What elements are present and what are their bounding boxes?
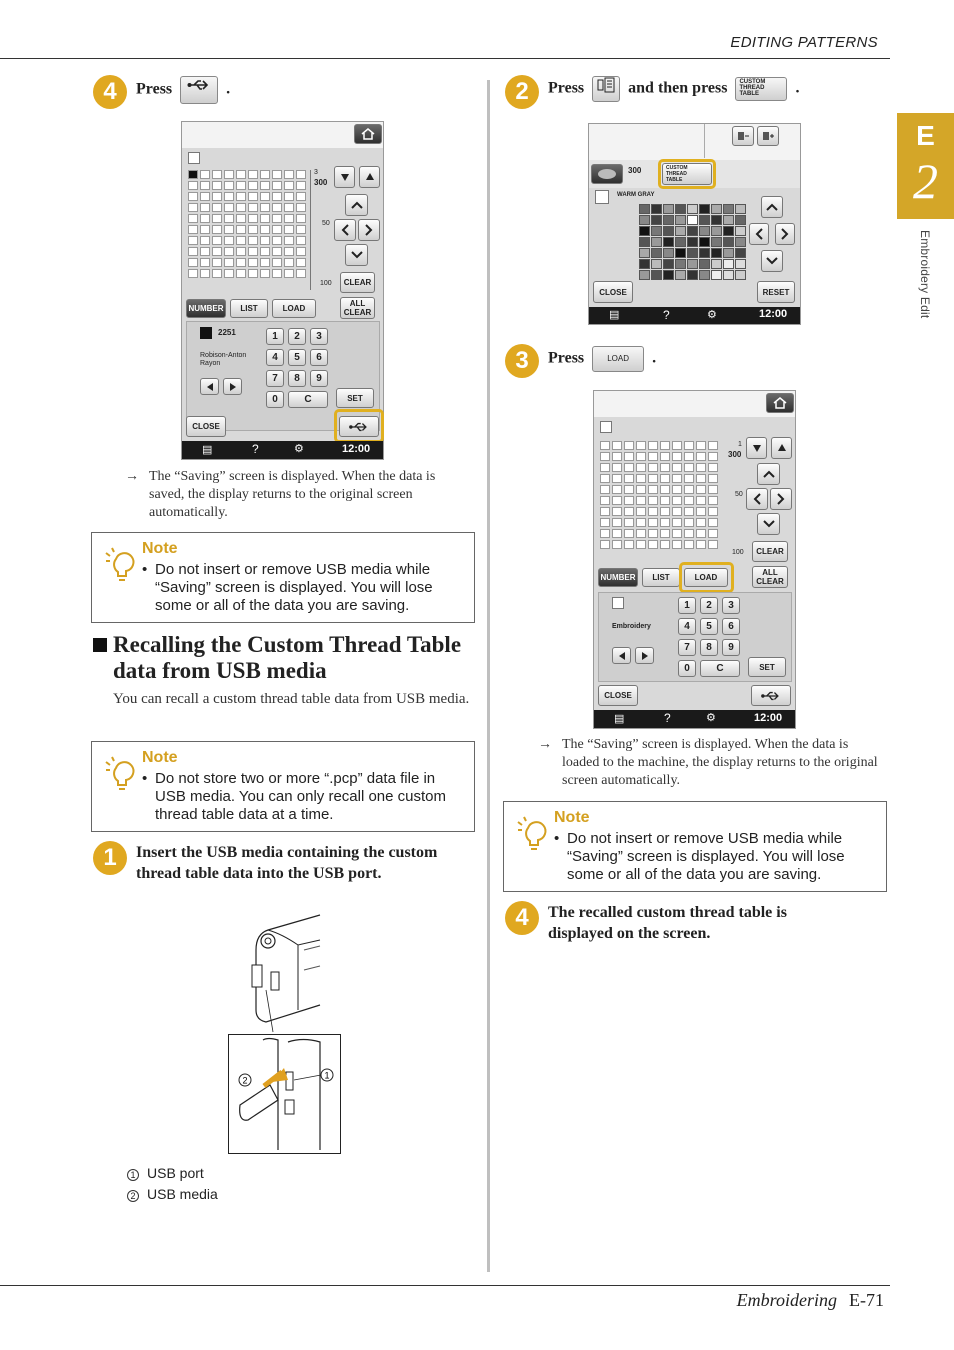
color-swatch — [188, 152, 200, 164]
ruler-top: 3 — [314, 169, 318, 176]
nav-down-button[interactable] — [761, 250, 783, 272]
nav-down-button[interactable] — [345, 244, 368, 266]
highlight-custom-thread-table — [658, 159, 716, 189]
step-prefix: Press — [136, 80, 173, 98]
saving-result-text: The “Saving” screen is displayed. When the data is saved, the display returns to the original screen automatically. — [149, 469, 436, 520]
note-title: Note — [142, 540, 178, 557]
zoom-in-icon — [762, 131, 774, 141]
bullet: • — [142, 561, 148, 578]
note-body — [142, 561, 467, 621]
note-title: Note — [554, 809, 590, 826]
note-usb-warning-2 — [503, 801, 887, 892]
thread-color-swatch — [200, 327, 212, 339]
key-3[interactable]: 3 — [310, 328, 328, 345]
triangle-right-icon — [229, 383, 237, 391]
nav-down-button[interactable] — [757, 513, 780, 535]
chevron-down-icon — [763, 520, 775, 528]
color-swatch — [595, 190, 609, 204]
help-icon: ? — [664, 711, 671, 725]
chevron-right-icon — [781, 228, 789, 240]
key-2[interactable]: 2 — [700, 597, 718, 614]
usb-button-glyph — [180, 76, 218, 104]
ruler-50: 50 — [322, 220, 330, 227]
thread-spool-button[interactable] — [591, 164, 623, 184]
custom-thread-table-button-glyph: CUSTOM THREAD TABLE — [735, 77, 787, 101]
arrow-down-icon — [752, 443, 762, 453]
highlight-usb-button — [334, 409, 384, 443]
ruler-300: 300 — [314, 178, 328, 187]
step-number: 1 — [93, 841, 127, 875]
zoom-in-button[interactable] — [757, 126, 779, 146]
zoom-out-button[interactable] — [732, 126, 754, 146]
key-1[interactable]: 1 — [266, 328, 284, 345]
saving-result-note — [125, 468, 470, 524]
step-suffix: . — [652, 349, 657, 367]
bottom-rule — [0, 1285, 890, 1286]
thread-grid[interactable] — [188, 170, 306, 278]
chevron-right-icon — [777, 493, 785, 505]
section-square-icon — [93, 638, 107, 652]
column-divider — [487, 80, 490, 1272]
legend-mark: 1 — [127, 1169, 139, 1181]
thread-brand: Embroidery — [612, 623, 651, 630]
key-clear[interactable]: C — [288, 391, 328, 408]
nav-left-button[interactable] — [746, 488, 768, 510]
thread-brand: Robison-Anton Rayon — [200, 352, 247, 367]
key-5[interactable]: 5 — [700, 618, 718, 635]
color-name: WARM GRAY — [617, 192, 655, 198]
usb-icon — [187, 78, 211, 92]
chevron-left-icon — [755, 228, 763, 240]
lightbulb-icon — [104, 547, 138, 587]
thread-code: 2251 — [218, 328, 236, 337]
running-head: EDITING PATTERNS — [730, 34, 878, 51]
note-text: Do not insert or remove USB media while “Saving” screen is displayed. You will lose some or all of the data you are saving. — [155, 561, 433, 614]
usb-port-illustration — [228, 910, 343, 1155]
clock: 12:00 — [759, 308, 788, 320]
chevron-down-icon — [766, 257, 778, 265]
thread-grid[interactable] — [600, 441, 718, 549]
brand-next-button[interactable] — [223, 378, 242, 395]
step-number: 2 — [505, 75, 539, 109]
spool-icon — [596, 168, 618, 180]
nav-left-button[interactable] — [334, 219, 356, 241]
thread-count: 300 — [628, 166, 642, 175]
key-7[interactable]: 7 — [678, 639, 696, 656]
top-rule — [0, 58, 890, 59]
step-suffix: . — [795, 79, 800, 97]
note-text: Do not store two or more “.pcp” data file in USB media. You can only recall one custom thread table data at a time. — [155, 770, 446, 823]
nav-right-button[interactable] — [358, 219, 380, 241]
brand-prev-button[interactable] — [200, 378, 219, 395]
chevron-left-icon — [753, 493, 761, 505]
home-button[interactable] — [354, 124, 382, 144]
note-pcp-file — [91, 741, 475, 832]
chapter-letter: E — [916, 120, 935, 151]
set-button[interactable]: SET — [748, 657, 786, 677]
step-text — [136, 76, 230, 104]
all-clear-button[interactable]: ALL CLEAR — [752, 566, 788, 588]
tab-load[interactable]: LOAD — [272, 299, 316, 318]
key-5[interactable]: 5 — [288, 349, 306, 366]
nav-up-button[interactable] — [757, 463, 780, 485]
step-number: 3 — [505, 344, 539, 378]
scroll-down-button[interactable] — [746, 437, 767, 459]
note-usb-warning — [91, 532, 475, 623]
key-clear[interactable]: C — [700, 660, 740, 677]
bullet: • — [554, 830, 560, 847]
step-text — [548, 346, 656, 372]
memo-icon: ▤ — [202, 444, 213, 456]
key-1[interactable]: 1 — [678, 597, 696, 614]
status-bar — [589, 307, 800, 324]
ruler-300: 300 — [728, 450, 742, 459]
key-7[interactable]: 7 — [266, 370, 284, 387]
scroll-down-button[interactable] — [334, 166, 355, 188]
arrow-up-icon — [365, 172, 375, 182]
help-icon: ? — [252, 442, 259, 456]
help-icon: ? — [663, 308, 670, 322]
key-4[interactable]: 4 — [266, 349, 284, 366]
key-8[interactable]: 8 — [288, 370, 306, 387]
settings-icon: ⚙ — [706, 712, 716, 724]
chevron-up-icon — [763, 470, 775, 478]
key-0[interactable]: 0 — [266, 391, 284, 408]
ruler-100: 100 — [732, 549, 744, 556]
scroll-up-button[interactable] — [771, 437, 792, 459]
step-suffix: . — [226, 80, 231, 98]
clear-button[interactable]: CLEAR — [340, 272, 375, 293]
machine-screen-thread-table — [588, 123, 801, 325]
legend-usb-port — [127, 1165, 204, 1181]
legend-text: USB port — [147, 1165, 204, 1181]
chapter-tab — [897, 113, 954, 219]
tab-number[interactable]: NUMBER — [186, 299, 226, 318]
set-button[interactable]: SET — [336, 388, 374, 408]
thread-table-button-glyph — [592, 76, 620, 102]
nav-right-button[interactable] — [770, 488, 792, 510]
zoom-out-icon — [737, 131, 749, 141]
color-swatch — [600, 421, 612, 433]
brand-prev-button[interactable] — [612, 647, 631, 664]
step-text — [548, 76, 868, 102]
thread-color-swatch — [612, 597, 624, 609]
note-text: Do not insert or remove USB media while “Saving” screen is displayed. You will lose some or all of the data you are saving. — [567, 830, 845, 883]
home-icon — [773, 397, 787, 409]
note-title: Note — [142, 749, 178, 766]
legend-usb-media — [127, 1186, 218, 1202]
clear-button[interactable]: CLEAR — [752, 541, 788, 562]
side-label — [898, 230, 952, 360]
triangle-left-icon — [206, 383, 214, 391]
key-4[interactable]: 4 — [678, 618, 696, 635]
thread-table-icon — [597, 77, 615, 93]
clock: 12:00 — [754, 712, 783, 724]
tab-load[interactable]: LOAD — [684, 568, 728, 587]
key-8[interactable]: 8 — [700, 639, 718, 656]
usb-button[interactable] — [751, 685, 791, 706]
highlight-load-tab — [679, 562, 734, 593]
usb-icon — [759, 690, 783, 702]
step-number: 4 — [93, 75, 127, 109]
brand-next-button[interactable] — [635, 647, 654, 664]
nav-right-button[interactable] — [775, 223, 795, 245]
arrow-up-icon — [777, 443, 787, 453]
key-9[interactable]: 9 — [722, 639, 740, 656]
chevron-up-icon — [766, 203, 778, 211]
callout-2: 2 — [242, 1075, 248, 1086]
machine-screen-load — [593, 390, 796, 729]
ruler-top: 1 — [738, 441, 742, 448]
custom-thread-table-button[interactable]: CUSTOM THREAD TABLE — [662, 163, 712, 185]
key-2[interactable]: 2 — [288, 328, 306, 345]
chevron-right-icon — [365, 224, 373, 236]
section-intro: You can recall a custom thread table data from USB media. — [113, 691, 470, 707]
custom-thread-grid[interactable] — [639, 204, 746, 280]
loading-result-note — [538, 736, 883, 792]
bullet: • — [142, 770, 148, 787]
home-icon — [361, 128, 375, 140]
chevron-up-icon — [351, 201, 363, 209]
callout-1: 1 — [324, 1070, 330, 1081]
status-bar — [182, 441, 383, 459]
note-body — [554, 830, 879, 890]
arrow-glyph: → — [125, 469, 139, 484]
nav-up-button[interactable] — [761, 196, 783, 218]
settings-icon: ⚙ — [707, 309, 717, 321]
home-button[interactable] — [766, 393, 794, 413]
nav-left-button[interactable] — [749, 223, 769, 245]
memo-icon: ▤ — [614, 713, 625, 725]
reset-button[interactable]: RESET — [757, 281, 795, 303]
close-button[interactable]: CLOSE — [593, 281, 633, 303]
legend-text: USB media — [147, 1186, 218, 1202]
step-prefix: Press — [548, 349, 585, 367]
page-footer — [737, 1290, 884, 1311]
key-6[interactable]: 6 — [722, 618, 740, 635]
scroll-up-button[interactable] — [359, 166, 380, 188]
step-prefix: Press — [548, 79, 585, 97]
memo-icon: ▤ — [609, 309, 620, 321]
triangle-left-icon — [618, 652, 626, 660]
key-0[interactable]: 0 — [678, 660, 696, 677]
arrow-glyph: → — [538, 737, 552, 752]
loading-result-text: The “Saving” screen is displayed. When the data is loaded to the machine, the display returns to the original screen automatically. — [562, 737, 878, 788]
tab-list[interactable]: LIST — [642, 568, 680, 587]
key-9[interactable]: 9 — [310, 370, 328, 387]
nav-up-button[interactable] — [345, 194, 368, 216]
lightbulb-icon — [104, 756, 138, 796]
legend-mark: 2 — [127, 1190, 139, 1202]
triangle-right-icon — [641, 652, 649, 660]
close-button[interactable]: CLOSE — [186, 416, 226, 437]
key-6[interactable]: 6 — [310, 349, 328, 366]
load-button-glyph: LOAD — [592, 346, 644, 372]
all-clear-button[interactable]: ALL CLEAR — [340, 297, 375, 319]
ruler-50: 50 — [735, 491, 743, 498]
side-label-text: Embroidery Edit — [918, 230, 932, 319]
chevron-left-icon — [341, 224, 349, 236]
chevron-down-icon — [351, 251, 363, 259]
clock: 12:00 — [342, 443, 371, 455]
section-title: Recalling the Custom Thread Table data from USB media — [113, 632, 462, 683]
footer-section: Embroidering — [736, 1290, 837, 1310]
step-number: 4 — [505, 901, 539, 935]
chapter-number: 2 — [913, 153, 938, 209]
step-middle: and then press — [628, 79, 728, 97]
machine-screen-save — [181, 121, 384, 460]
status-bar — [594, 710, 795, 728]
tab-number[interactable]: NUMBER — [598, 568, 638, 587]
step-text: The recalled custom thread table is displayed on the screen. — [548, 904, 787, 942]
close-button[interactable]: CLOSE — [598, 685, 638, 706]
note-body — [142, 770, 467, 830]
step-text: Insert the USB media containing the custom thread table data into the USB port. — [136, 844, 438, 882]
settings-icon: ⚙ — [294, 443, 304, 455]
page-number: E-71 — [849, 1290, 884, 1310]
arrow-down-icon — [340, 172, 350, 182]
tab-list[interactable]: LIST — [230, 299, 268, 318]
ruler-100: 100 — [320, 280, 332, 287]
key-3[interactable]: 3 — [722, 597, 740, 614]
lightbulb-icon — [516, 816, 550, 856]
